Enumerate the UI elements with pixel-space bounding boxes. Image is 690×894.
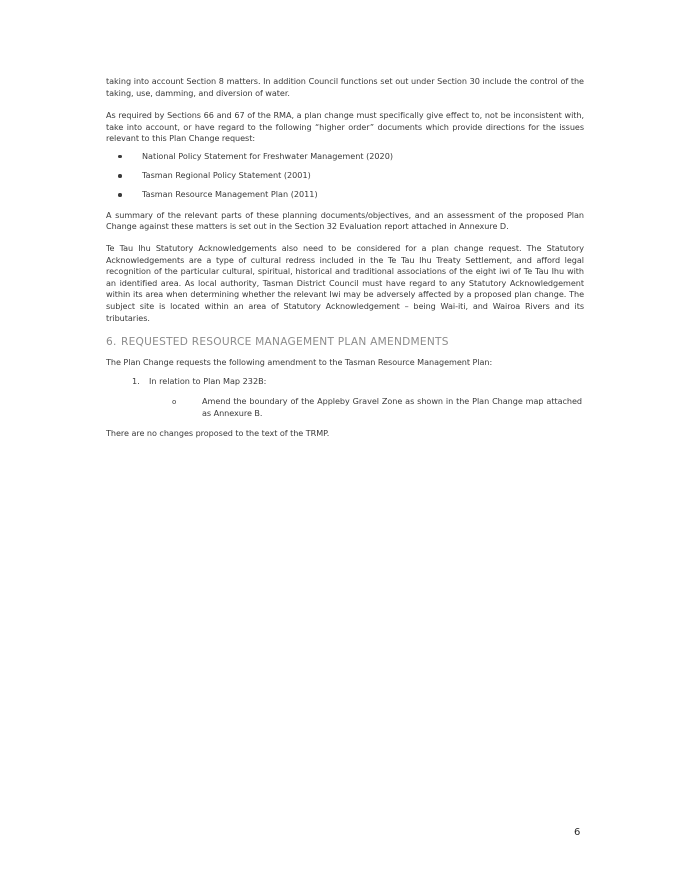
closing-paragraph: There are no changes proposed to the text of the TRMP. [106,428,330,439]
paragraph-higher-order-documents: As required by Sections 66 and 67 of the RMA, a plan change must specifically give effect to, not be inconsistent with, take into account, or have regard to the following “higher order” documents which provide directions for the issues relevant to this Plan Change request: [106,110,584,144]
list-item [106,151,584,163]
paragraph-summary: A summary of the relevant parts of these planning documents/objectives, and an assessment of the proposed Plan Change against these matters is set out in the Section 32 Evaluation report attached in Annexure D. [106,209,584,232]
bullet-icon [118,174,122,178]
section-number: 6. [106,336,117,349]
bullet-icon [118,193,122,197]
list-item-text: Tasman Resource Management Plan (2011) [142,189,318,200]
page-number: 6 [574,827,581,838]
section-intro: The Plan Change requests the following amendment to the Tasman Resource Management Plan: [106,357,493,368]
paragraph-section-8: taking into account Section 8 matters. In addition Council functions set out under Section 30 include the control of the taking, use, damming, and diversion of water. [106,76,584,98]
sub-item [106,396,584,419]
numbered-item [106,376,584,388]
circle-bullet-icon: o [172,397,177,406]
list-item-text: National Policy Statement for Freshwater Management (2020) [142,150,393,161]
sub-item-text: Amend the boundary of the Appleby Gravel Zone as shown in the Plan Change map attached as Annexure B. [202,396,582,418]
item-text: In relation to Plan Map 232B: [149,375,267,386]
list-item-text: Tasman Regional Policy Statement (2001) [142,170,311,181]
paragraph-statutory-acknowledgements: Te Tau Ihu Statutory Acknowledgements also need to be considered for a plan change request. The Statutory Acknowledgements are a type of cultural redress included in the Te Tau Ihu Treaty Settlement, and afford legal recognition of the particular cultural, spiritual, historical and traditional associations of the eight iwi of Te Tau Ihu with an identified area. As local authority, Tasman District Council must have regard to any Statutory Acknowledgement within its area when determining whether the relevant Iwi may be adversely affected by a proposed plan change. The subject site is located within an area of Statutory Acknowledgement – being Wai-iti, and Wairoa Rivers and its tributaries. [106,242,584,323]
higher-order-documents-list [106,151,584,201]
list-item [106,170,584,182]
document-body [106,76,584,440]
list-item [106,189,584,201]
section-title: REQUESTED RESOURCE MANAGEMENT PLAN AMENDMENTS [121,336,449,349]
section-heading [106,336,584,349]
bullet-icon [118,155,122,159]
item-number: 1. [132,375,140,386]
